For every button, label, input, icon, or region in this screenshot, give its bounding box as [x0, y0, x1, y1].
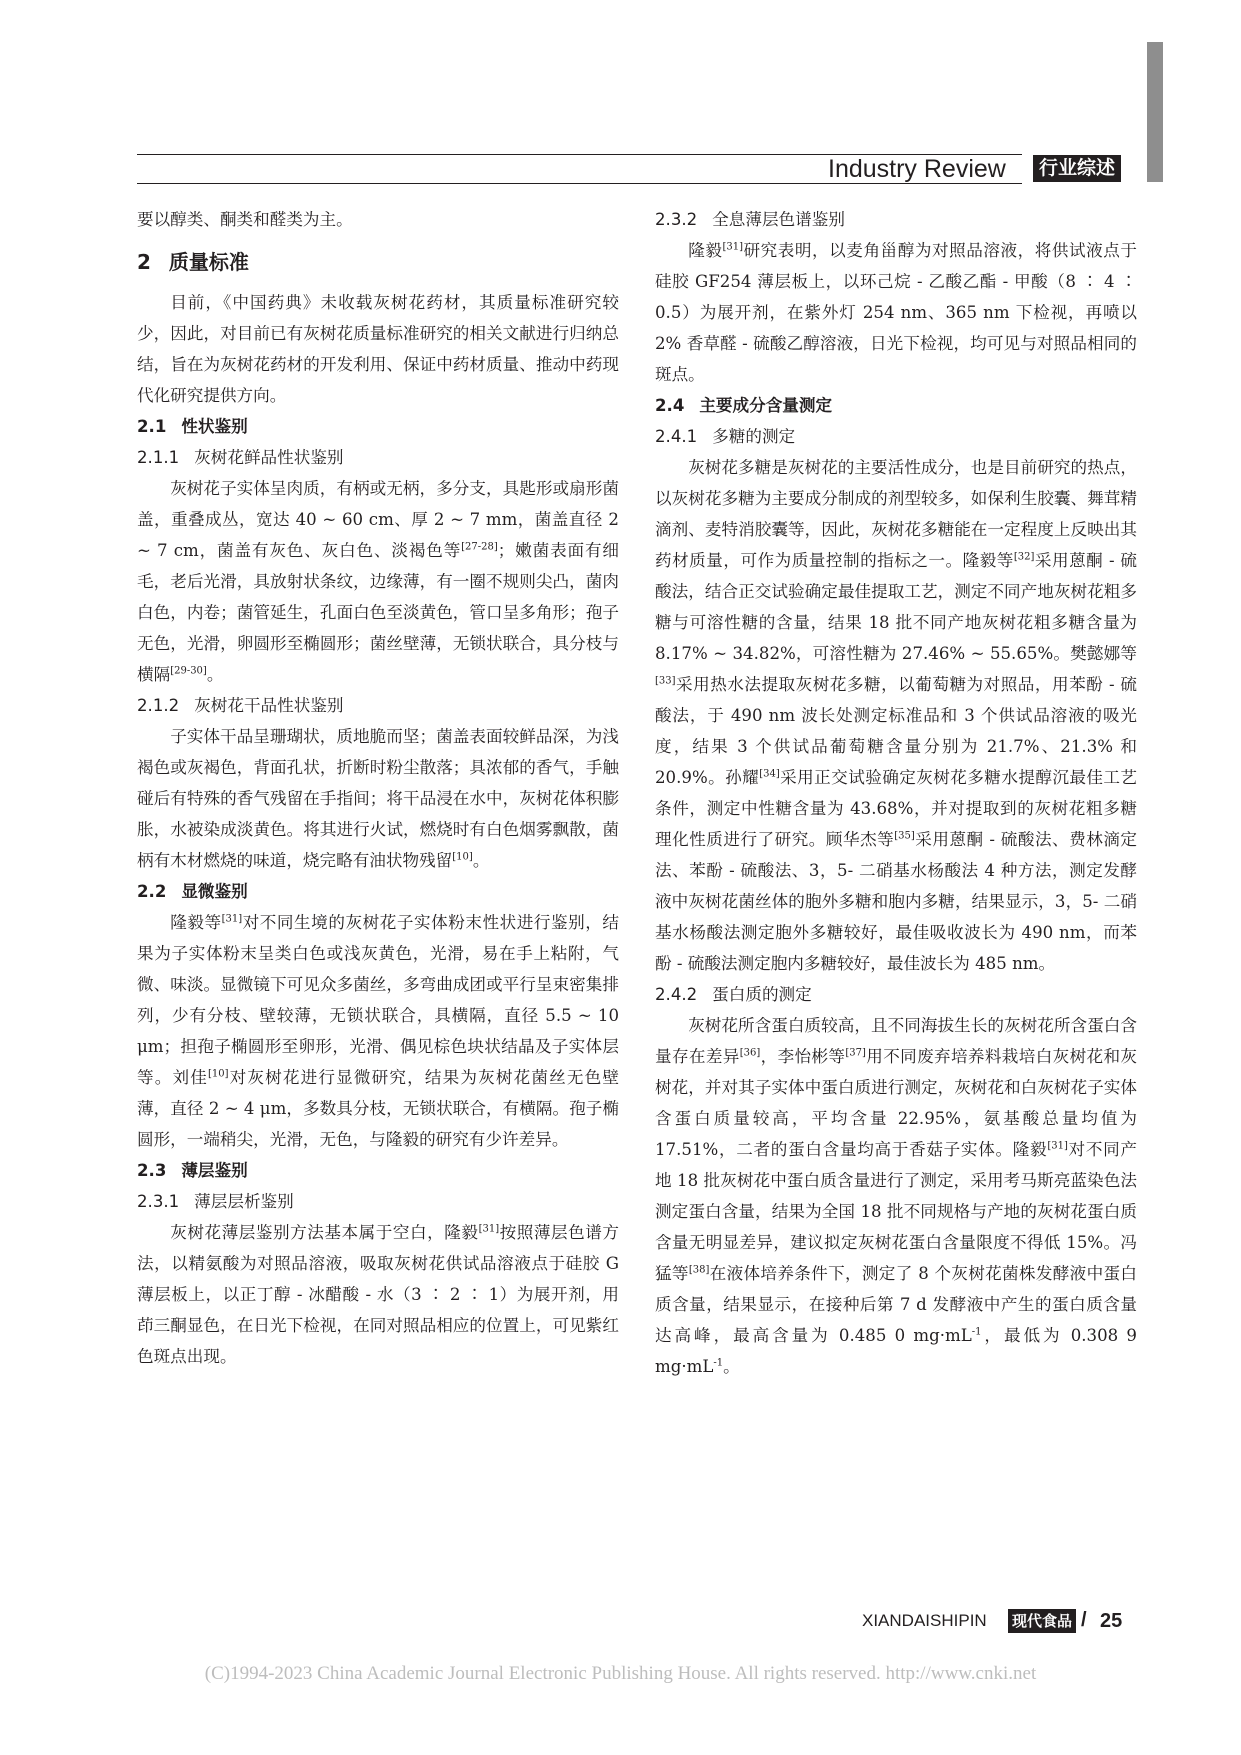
- footer-journal-name: XIANDAISHIPIN: [862, 1611, 987, 1630]
- heading-2-1: 2.1 性状鉴别: [137, 417, 248, 436]
- unit-exponent: -1: [971, 1326, 982, 1338]
- citation: [32]: [1013, 551, 1035, 563]
- heading-2-4-2: 2.4.2 蛋白质的测定: [655, 985, 812, 1004]
- citation: [29-30]: [170, 665, 207, 677]
- citation: [34]: [759, 768, 780, 780]
- paragraph-2-3-2: 隆毅[31]研究表明，以麦角甾醇为对照品溶液，将供试液点于硅胶 GF254 薄层板上，以环己烷 - 乙酸乙酯 - 甲酸（8 ∶ 4 ∶ 0.5）为展开剂，在紫外灯 254 nm、365 nm 下检视，再喷以 2% 香草醛 - 硫酸乙醇溶液，日光下检视，均可见与对照品相同的斑点。: [655, 241, 1138, 384]
- paragraph-2-1-1: 灰树花子实体呈肉质，有柄或无柄，多分支，具匙形或扇形菌盖，重叠成丛，宽达 40 ~ 60 cm、厚 2 ~ 7 mm，菌盖直径 2 ~ 7 cm，菌盖有灰色、灰白色、淡褐色等[27-28]；嫩菌表面有细毛，老后光滑，具放射状条纹，边缘薄，有一圈不规则尖凸，菌肉白色，内卷；菌管延生，孔面白色至淡黄色，管口呈多角形；孢子无色，光滑，卵圆形至椭圆形；菌丝壁薄，无锁状联合，具分枝与横隔[29-30]。: [137, 479, 619, 684]
- heading-2-4: 2.4 主要成分含量测定: [655, 396, 833, 415]
- citation: [31]: [722, 241, 743, 253]
- copyright-notice: (C)1994-2023 China Academic Journal Electronic Publishing House. All rights reserved. http://www.cnki.net: [204, 1663, 1037, 1684]
- heading-2-3-2: 2.3.2 全息薄层色谱鉴别: [655, 210, 845, 229]
- paragraph-2: 目前，《中国药典》未收载灰树花药材，其质量标准研究较少，因此，对目前已有灰树花质量标准研究的相关文献进行归纳总结，旨在为灰树花药材的开发利用、保证中药材质量、推动中药现代化研究提供方向。: [137, 293, 619, 405]
- heading-2-1-2: 2.1.2 灰树花干品性状鉴别: [137, 696, 344, 715]
- citation: [36]: [739, 1047, 761, 1059]
- section-title-cn: 行业综述: [1033, 155, 1121, 182]
- paragraph-2-4-2: 灰树花所含蛋白质较高，且不同海拔生长的灰树花所含蛋白含量存在差异[36]，李怡彬等[37]用不同废弃培养料栽培白灰树花和灰树花，并对其子实体中蛋白质进行测定，灰树花和白灰树花子实体含蛋白质量较高，平均含量 22.95%，氨基酸总量均值为 17.51%，二者的蛋白含量均高于香菇子实体。隆毅[31]对不同产地 18 批灰树花中蛋白质含量进行了测定，采用考马斯亮蓝染色法测定蛋白含量，结果为全国 18 批不同规格与产地的灰树花蛋白质含量无明显差异，建议拟定灰树花蛋白含量限度不得低 15%。冯猛等[38]在液体培养条件下，测定了 8 个灰树花菌株发酵液中蛋白质含量，结果显示，在接种后第 7 d 发酵液中产生的蛋白质含量达高峰，最高含量为 0.485 0 $mg\cdot mL^{-1}$，最低为 0.308 9 $mg\cdot mL^{-1}$。: [655, 1016, 1138, 1376]
- heading-2-1-1: 2.1.1 灰树花鲜品性状鉴别: [137, 448, 344, 467]
- heading-2-3: 2.3 薄层鉴别: [137, 1161, 248, 1180]
- paragraph-2-3-1: 灰树花薄层鉴别方法基本属于空白，隆毅[31]按照薄层色谱方法，以精氨酸为对照品溶液，吸取灰树花供试品溶液点于硅胶 G 薄层板上，以正丁醇 - 冰醋酸 - 水（3 ∶ 2 ∶ 1）为展开剂，用茚三酮显色，在日光下检视，在同对照品相应的位置上，可见紫红色斑点出现。: [137, 1223, 620, 1366]
- footer-slash: /: [1081, 1609, 1087, 1631]
- citation: [10]: [208, 1068, 229, 1080]
- unit-exponent: -1: [713, 1357, 724, 1369]
- footer-journal-cn: 现代食品: [1008, 1609, 1076, 1633]
- side-tab-bar: [1147, 42, 1163, 182]
- header-rule-bottom: [137, 183, 1022, 184]
- left-column: [137, 204, 619, 1372]
- heading-2-2: 2.2 显微鉴别: [137, 882, 248, 901]
- paragraph-2-4-1: 灰树花多糖是灰树花的主要活性成分，也是目前研究的热点，以灰树花多糖为主要成分制成的剂型较多，如保利生胶囊、舞茸精滴剂、麦特消胶囊等，因此，灰树花多糖能在一定程度上反映出其药材质量，可作为质量控制的指标之一。隆毅等[32]采用蒽酮 - 硫酸法，结合正交试验确定最佳提取工艺，测定不同产地灰树花粗多糖与可溶性糖的含量，结果 18 批不同产地灰树花粗多糖含量为 8.17% ~ 34.82%，可溶性糖为 27.46% ~ 55.65%。樊懿娜等[33]采用热水法提取灰树花多糖，以葡萄糖为对照品，用苯酚 - 硫酸法，于 490 nm 波长处测定标准品和 3 个供试品溶液的吸光度，结果 3 个供试品葡萄糖含量分别为 21.7%、21.3% 和 20.9%。孙耀[34]采用正交试验确定灰树花多糖水提醇沉最佳工艺条件，测定中性糖含量为 43.68%，并对提取到的灰树花粗多糖理化性质进行了研究。顾华杰等[35]采用蒽酮 - 硫酸法、费林滴定法、苯酚 - 硫酸法、3，5- 二硝基水杨酸法 4 种方法，测定发酵液中灰树花菌丝体的胞外多糖和胞内多糖，结果显示，3，5- 二硝基水杨酸法测定胞外多糖较好，最佳吸收波长为 490 nm，而苯酚 - 硫酸法测定胞内多糖较好，最佳波长为 485 nm。: [655, 458, 1138, 973]
- citation: [31]: [478, 1223, 500, 1235]
- citation: [35]: [894, 830, 915, 842]
- citation: [31]: [221, 913, 243, 925]
- citation: [31]: [1047, 1140, 1068, 1152]
- page-number: 25: [1100, 1610, 1123, 1632]
- paragraph-2-2: 隆毅等[31]对不同生境的灰树花子实体粉末性状进行鉴别，结果为子实体粉末呈类白色或浅灰黄色，光滑，易在手上粘附，气微、味淡。显微镜下可见众多菌丝，多弯曲成团或平行呈束密集排列，少有分枝、壁较薄，无锁状联合，具横隔，直径 5.5 ~ 10 μm；担孢子椭圆形至卵形，光滑、偶见棕色块状结晶及子实体层等。刘佳[10]对灰树花进行显微研究，结果为灰树花菌丝无色壁薄，直径 2 ~ 4 μm，多数具分枝，无锁状联合，有横隔。孢子椭圆形，一端稍尖，光滑，无色，与隆毅的研究有少许差异。: [137, 913, 620, 1149]
- heading-2-3-1: 2.3.1 薄层层析鉴别: [137, 1192, 294, 1211]
- citation: [27-28]: [461, 541, 498, 553]
- right-column: [655, 204, 1137, 1382]
- paragraph-2-1-2: 子实体干品呈珊瑚状，质地脆而坚；菌盖表面较鲜品深，为浅褐色或灰褐色，背面孔状，折断时粉尘散落；具浓郁的香气，手触碰后有特殊的香气残留在手指间；将干品浸在水中，灰树花体积膨胀，水被染成淡黄色。将其进行火试，燃烧时有白色烟雾飘散，菌柄有木材燃烧的味道，烧完略有油状物残留[10]。: [137, 727, 619, 870]
- citation: [38]: [688, 1264, 710, 1276]
- section-title-en: Industry Review: [828, 155, 1006, 183]
- heading-2-4-1: 2.4.1 多糖的测定: [655, 427, 796, 446]
- citation: [37]: [845, 1047, 866, 1059]
- citation: [10]: [452, 851, 473, 863]
- intro-tail: 要以醇类、酮类和醛类为主。: [137, 210, 353, 229]
- citation: [33]: [655, 675, 676, 687]
- heading-2: 2 质量标准: [137, 250, 249, 274]
